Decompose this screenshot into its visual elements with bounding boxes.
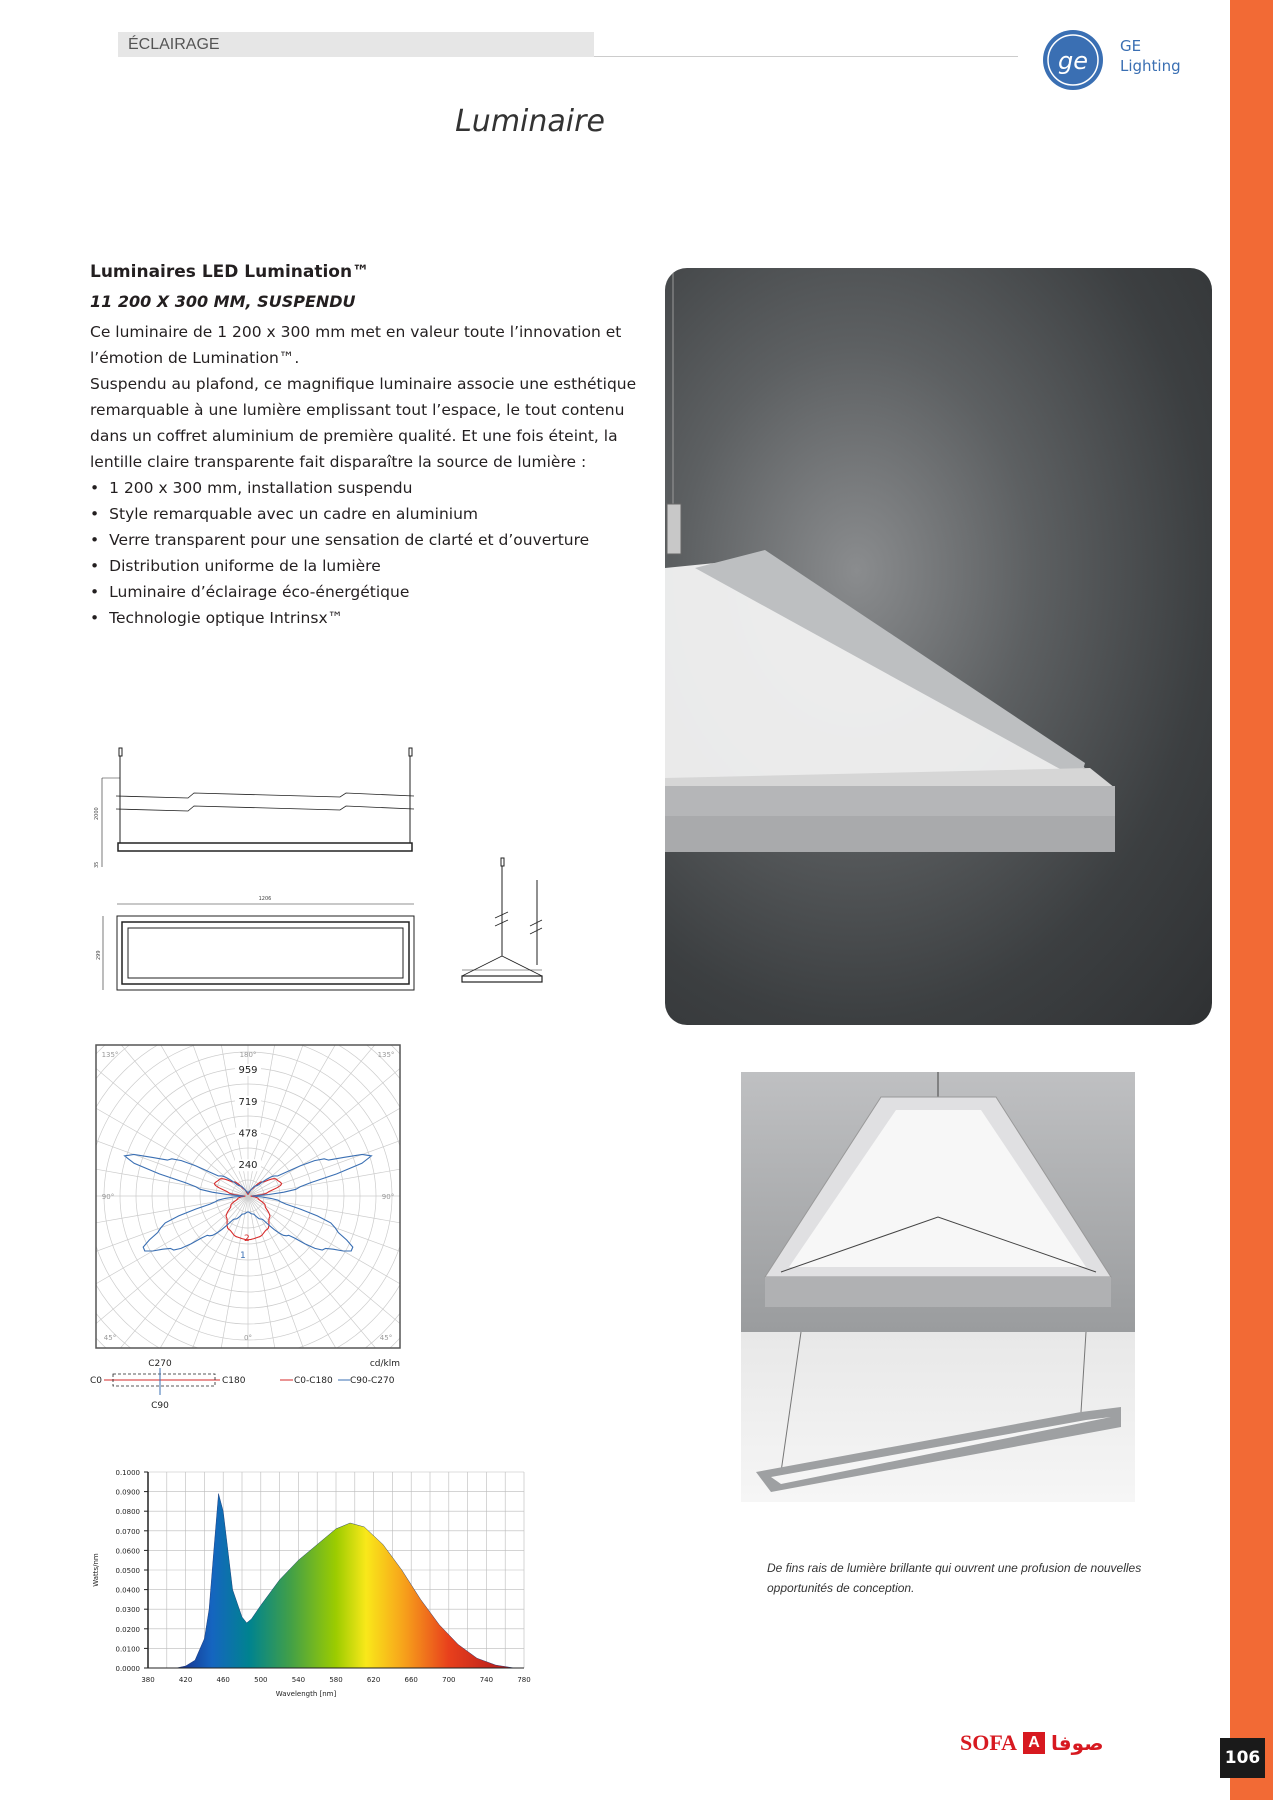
x-tick-label: 460	[216, 1676, 230, 1684]
paragraph: Ce luminaire de 1 200 x 300 mm met en valeur toute l’innovation et l’émotion de Lumination™.	[90, 323, 622, 367]
dim-length-label: 1206	[258, 896, 272, 902]
grid-spoke	[248, 1144, 410, 1196]
y-tick-label: 0.0300	[115, 1606, 140, 1615]
product-title: Luminaires LED Lumination™	[90, 262, 370, 282]
grid-spoke	[248, 1040, 410, 1196]
grid-spoke	[248, 1040, 410, 1196]
y-axis-label: Watts/nm	[92, 1553, 100, 1587]
legend-c90: C90	[151, 1401, 169, 1411]
y-tick-label: 0.0900	[115, 1488, 140, 1497]
svg-text:ge: ge	[1058, 47, 1088, 75]
angle-label: 135°	[101, 1051, 119, 1059]
grid-spoke	[248, 1196, 398, 1430]
x-tick-label: 660	[404, 1676, 418, 1684]
unit-label: cd/klm	[369, 1359, 400, 1369]
x-tick-label: 580	[329, 1676, 343, 1684]
product-photo-side	[741, 1332, 1135, 1502]
angle-label: 90°	[381, 1193, 395, 1201]
dim-height-label: 2000	[94, 807, 100, 820]
brand-line-2: Lighting	[1120, 57, 1181, 75]
logo-arabic: صوفا	[1051, 1731, 1104, 1755]
grid-spoke	[90, 1046, 248, 1196]
logo-text: SOFA	[960, 1730, 1018, 1755]
grid-spoke	[90, 1196, 248, 1426]
x-tick-label: 540	[291, 1676, 306, 1684]
x-axis-label: Wavelength [nm]	[275, 1690, 337, 1698]
y-tick-label: 0.0400	[115, 1586, 140, 1595]
legend-c0: C0	[90, 1376, 103, 1386]
ge-lighting-label	[1120, 36, 1181, 76]
grid-spoke	[98, 1196, 248, 1430]
logo-mark-icon: A	[1023, 1732, 1045, 1754]
ring-label: 959	[238, 1065, 258, 1076]
ring-label: 478	[238, 1128, 258, 1140]
curve-label: 1	[240, 1251, 246, 1261]
y-tick-label: 0.0700	[115, 1527, 140, 1536]
product-description	[90, 262, 650, 631]
dim-thickness-label: 35	[94, 861, 100, 868]
y-tick-label: 0.0600	[115, 1547, 140, 1556]
angle-label: 45°	[379, 1334, 393, 1342]
angle-label: 45°	[103, 1334, 117, 1342]
grid-spoke	[248, 1040, 351, 1196]
x-tick-label: 500	[254, 1676, 268, 1684]
sofa-logo	[960, 1730, 1104, 1756]
y-tick-label: 0.0100	[115, 1645, 140, 1654]
legend-c270: C270	[148, 1359, 172, 1369]
grid-spoke	[248, 1046, 410, 1196]
x-tick-label: 740	[479, 1676, 494, 1684]
grid-spoke	[98, 1040, 248, 1196]
y-tick-label: 0.0800	[115, 1508, 140, 1517]
grid-spoke	[90, 1144, 248, 1196]
feature-list	[90, 475, 650, 631]
header-divider	[594, 56, 1018, 57]
grid-spoke	[248, 1040, 300, 1196]
technical-drawing	[90, 740, 570, 1000]
grid-spoke	[90, 1196, 248, 1248]
feature-item: • Style remarquable avec un cadre en aluminium	[90, 501, 650, 527]
orange-side-band	[1230, 0, 1273, 1800]
grid-spoke	[90, 1196, 248, 1346]
product-subtitle: 11 200 X 300 MM, SUSPENDU	[90, 292, 356, 311]
x-tick-label: 380	[141, 1676, 155, 1684]
product-photo-main	[665, 268, 1212, 1025]
feature-item: • Verre transparent pour une sensation de clarté et d’ouverture	[90, 527, 650, 553]
legend-c180: C180	[222, 1376, 246, 1386]
angle-label: 0°	[244, 1334, 252, 1342]
x-tick-label: 420	[178, 1676, 193, 1684]
angle-label: 90°	[101, 1193, 115, 1201]
curve-label: 2	[244, 1234, 250, 1244]
grid-spoke	[248, 1196, 410, 1426]
ring-label: 719	[238, 1096, 258, 1108]
y-tick-label: 0.0200	[115, 1625, 140, 1634]
x-tick-label: 700	[442, 1676, 456, 1684]
page-number: 106	[1220, 1738, 1265, 1778]
legend-series-c90-c270: C90-C270	[350, 1376, 395, 1386]
page-title: Luminaire	[455, 104, 605, 139]
brand-line-1: GE	[1120, 37, 1142, 55]
dim-width-label: 299	[96, 950, 102, 960]
grid-spoke	[145, 1040, 248, 1196]
grid-spoke	[248, 1196, 410, 1346]
polar-photometric-chart	[90, 1040, 410, 1430]
grid-spoke	[196, 1196, 248, 1430]
spectral-distribution-chart	[80, 1460, 540, 1710]
grid-ring	[90, 1040, 410, 1404]
x-tick-label: 780	[517, 1676, 531, 1684]
feature-item: • Technologie optique Intrinsx™	[90, 605, 650, 631]
grid-spoke	[248, 1196, 300, 1430]
product-photo-suspended	[741, 1072, 1135, 1332]
y-tick-label: 0.0000	[115, 1665, 140, 1673]
paragraph: Suspendu au plafond, ce magnifique luminaire associe une esthétique remarquable à une lumière emplissant tout l’espace, le tout contenu dans un coffret aluminium de première qualité. Et une fois éteint, la lentille claire transparente fait disparaître la source de lumière :	[90, 375, 637, 471]
grid-spoke	[196, 1040, 248, 1196]
y-tick-label: 0.1000	[115, 1469, 140, 1477]
ge-logo-icon	[1042, 29, 1104, 91]
section-label: ÉCLAIRAGE	[118, 32, 594, 57]
legend-series-c0-c180: C0-C180	[294, 1376, 333, 1386]
feature-item: • Luminaire d’éclairage éco-énergétique	[90, 579, 650, 605]
angle-label: 135°	[377, 1051, 395, 1059]
feature-item: • Distribution uniforme de la lumière	[90, 553, 650, 579]
ring-label: 240	[238, 1160, 258, 1172]
grid-spoke	[248, 1040, 398, 1196]
angle-label: 180°	[239, 1051, 257, 1059]
x-tick-label: 620	[366, 1676, 381, 1684]
y-tick-label: 0.0500	[115, 1567, 140, 1575]
photo-caption: De fins rais de lumière brillante qui ouvrent une profusion de nouvelles opportunités de conception.	[767, 1561, 1142, 1595]
feature-item: • 1 200 x 300 mm, installation suspendu	[90, 475, 650, 501]
